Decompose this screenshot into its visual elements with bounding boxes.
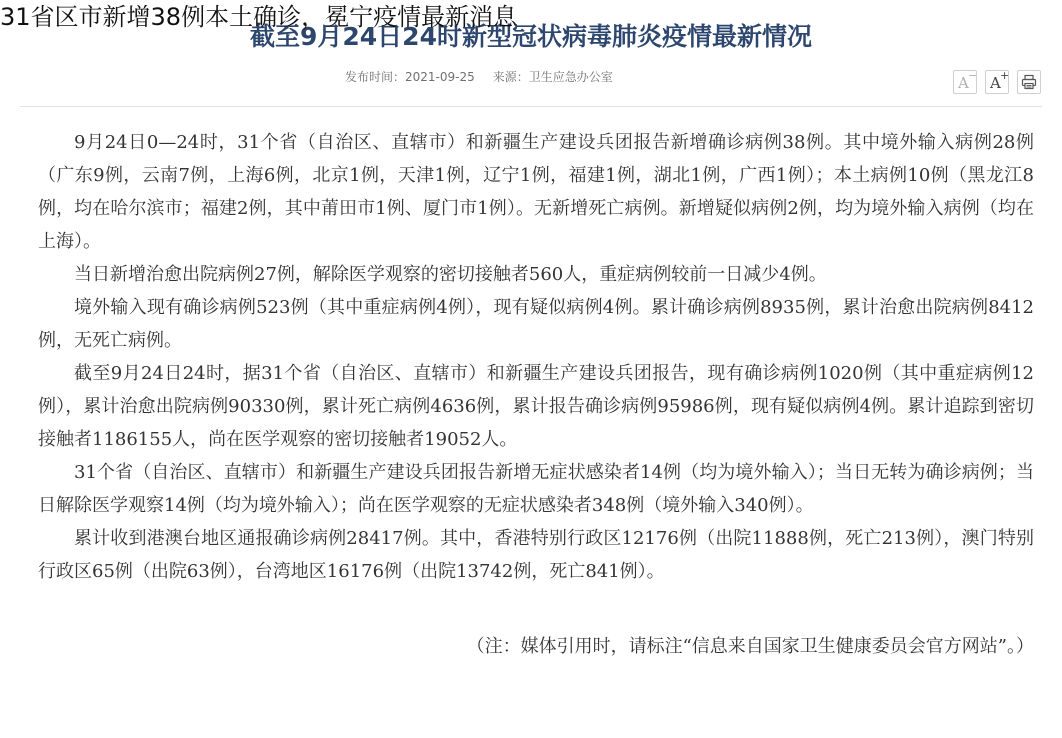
print-button[interactable] <box>1017 70 1041 94</box>
font-increase-sign: + <box>1000 69 1010 82</box>
font-decrease-button[interactable] <box>953 70 977 94</box>
overlay-headline: 31省区市新增38例本土确诊，冕宁疫情最新消息 <box>0 3 518 31</box>
paragraph: 当日新增治愈出院病例27例，解除医学观察的密切接触者560人，重症病例较前一日减少4例。 <box>74 264 827 285</box>
source-name: 卫生应急办公室 <box>528 70 613 84</box>
header-divider <box>20 106 1042 107</box>
printer-icon <box>1021 74 1037 90</box>
publish-label: 发布时间： <box>345 70 406 84</box>
article-body <box>38 126 1034 663</box>
font-increase-icon: A <box>990 74 1001 92</box>
publish-date: 2021-09-25 <box>405 70 475 84</box>
paragraph: 9月24日0—24时，31个省（自治区、直辖市）和新疆生产建设兵团报告新增确诊病例38例。其中境外输入病例28例（广东9例，云南7例，上海6例，北京1例，天津1例，辽宁1例，福建1例，湖北1例，广西1例）；本土病例10例（黑龙江8例，均在哈尔滨市；福建2例，其中莆田市1例、厦门市1例）。无新增死亡病例。新增疑似病例2例，均为境外输入病例（均在上海）。 <box>38 132 1034 252</box>
paragraph: 累计收到港澳台地区通报确诊病例28417例。其中，香港特别行政区12176例（出院11888例，死亡213例），澳门特别行政区65例（出院63例），台湾地区16176例（出院13742例，死亡841例）。 <box>38 528 1034 582</box>
article-tools <box>953 70 1043 96</box>
font-decrease-sign: − <box>968 69 978 82</box>
source-label: 来源： <box>492 70 529 84</box>
paragraph: 31个省（自治区、直辖市）和新疆生产建设兵团报告新增无症状感染者14例（均为境外输入）；当日无转为确诊病例；当日解除医学观察14例（均为境外输入）；尚在医学观察的无症状感染者348例（境外输入340例）。 <box>38 462 1034 516</box>
paragraph: 境外输入现有确诊病例523例（其中重症病例4例），现有疑似病例4例。累计确诊病例8935例，累计治愈出院病例8412例，无死亡病例。 <box>38 297 1034 351</box>
font-increase-button[interactable] <box>985 70 1009 94</box>
citation-note: （注：媒体引用时，请标注“信息来自国家卫生健康委员会官方网站”。） <box>466 636 1034 657</box>
font-decrease-icon: A <box>958 74 969 92</box>
article-meta <box>345 67 613 87</box>
paragraph: 截至9月24日24时，据31个省（自治区、直辖市）和新疆生产建设兵团报告，现有确诊病例1020例（其中重症病例12例），累计治愈出院病例90330例，累计死亡病例4636例，累计报告确诊病例95986例，现有疑似病例4例。累计追踪到密切接触者1186155人，尚在医学观察的密切接触者19052人。 <box>38 363 1034 450</box>
article-title: 截至9月24日24时新型冠状病毒肺炎疫情最新情况 <box>250 22 812 51</box>
